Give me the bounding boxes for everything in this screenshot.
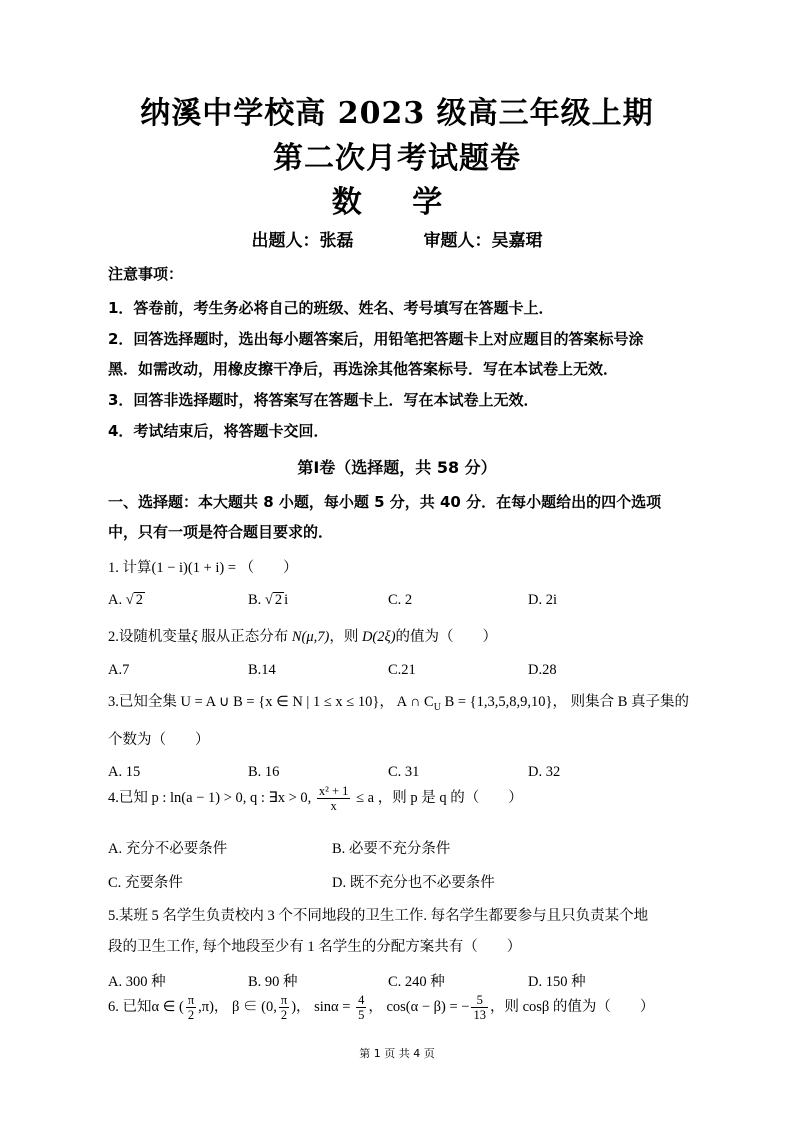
q5-option-a: A. 300 种 [108, 974, 166, 990]
q5-option-d: D. 150 种 [528, 974, 586, 990]
q2-option-a: A.7 [108, 662, 130, 678]
q4-option-d: D. 既不充分也不必要条件 [332, 875, 495, 891]
q2-option-d: D.28 [528, 662, 557, 678]
q5-option-c: C. 240 种 [388, 974, 445, 990]
q3-option-d: D. 32 [528, 764, 561, 780]
section-instruction-a: 一、选择题：本大题共 8 小题，每小题 5 分，共 40 分．在每小题给出的四个选项 [108, 493, 662, 511]
q1-option-d: D. 2i [528, 592, 557, 608]
question-6: 6. 已知α ∈ ( $\frac{\pi}{2}$ ,π)， β ∈ (0, $\frac{\pi}{2}$ )， sinα = $\frac{4}{5}$ ， cos(α − β) = − $\frac{5}{13}$ ，则 cosβ 的值为（ ） [108, 993, 655, 1023]
question-reviewer: 审题人：吴嘉珺 [423, 231, 543, 251]
question-3-line1: 3.已知全集 U = A ∪ B = {x ∈ N | 1 ≤ x ≤ 10}， A ∩ $C_U$ B = {1,3,5,8,9,10}， 则集合 B 真子集的 [108, 694, 690, 713]
q3-option-b: B. 16 [248, 764, 280, 780]
notice-item-1: 1．答卷前，考生务必将自己的班级、姓名、考号填写在答题卡上． [108, 299, 554, 317]
question-3-line2: 个数为（ ） [108, 732, 210, 748]
q1-option-b: B. √ 2 i [248, 592, 289, 608]
q2-option-b: B.14 [248, 662, 276, 678]
q4-option-a: A. 充分不必要条件 [108, 841, 228, 857]
part-title: 第Ⅰ卷（选择题，共 58 分） [297, 458, 497, 477]
q4-fraction: $\frac{\text{x² + 1}}{x}$ [318, 784, 349, 814]
question-5-line1: 5.某班 5 名学生负责校内 3 个不同地段的卫生工作. 每名学生都要参与且只负责某个地 [108, 908, 649, 924]
q5-option-b: B. 90 种 [248, 974, 298, 990]
authors-line [0, 226, 794, 251]
notice-item-3: 3．回答非选择题时，将答案写在答题卡上．写在本试卷上无效． [108, 391, 539, 409]
q4-option-c: C. 充要条件 [108, 875, 183, 891]
q1-option-c: C. 2 [388, 592, 413, 608]
notice-item-2a: 2．回答选择题时，选出每小题答案后，用铅笔把答题卡上对应题目的答案标号涂 [108, 330, 644, 348]
q3-option-a: A. 15 [108, 764, 141, 780]
q2-option-c: C.21 [388, 662, 416, 678]
notice-item-4: 4．考试结束后，将答题卡交回． [108, 422, 329, 440]
section-instruction-b: 中，只有一项是符合题目要求的． [108, 523, 334, 541]
question-1: 1. 计算(1 − i)(1 + i) = （ ） [108, 560, 298, 576]
q3-option-c: C. 31 [388, 764, 420, 780]
q4-option-b: B. 必要不充分条件 [332, 841, 451, 857]
notice-heading: 注意事项： [108, 265, 184, 283]
page-footer: 第 1 页 共 4 页 [359, 1047, 435, 1060]
question-setter: 出题人：张磊 [251, 231, 354, 251]
notice-item-2b: 黑．如需改动，用橡皮擦干净后，再选涂其他答案标号．写在本试卷上无效． [108, 360, 619, 378]
question-4: 4.已知 p : ln(a − 1) > 0, q : ∃x > 0, $\frac{\text{x² + 1}}{x}$ ≤ a ，则 p 是 q 的（ ） [108, 784, 523, 814]
exam-subject: 数 学 [331, 185, 463, 220]
question-5-line2: 段的卫生工作, 每个地段至少有 1 名学生的分配方案共有（ ） [108, 939, 522, 955]
exam-title-line1: 纳溪中学校高 2023 级高三年级上期 [140, 96, 654, 131]
question-2: 2.设随机变量ξ 服从正态分布 N(μ,7)，则 D(2ξ)的值为（ ） [108, 629, 498, 645]
exam-title-line2: 第二次月考试题卷 [273, 141, 521, 176]
q1-option-a: A. √ 2 [108, 592, 143, 608]
